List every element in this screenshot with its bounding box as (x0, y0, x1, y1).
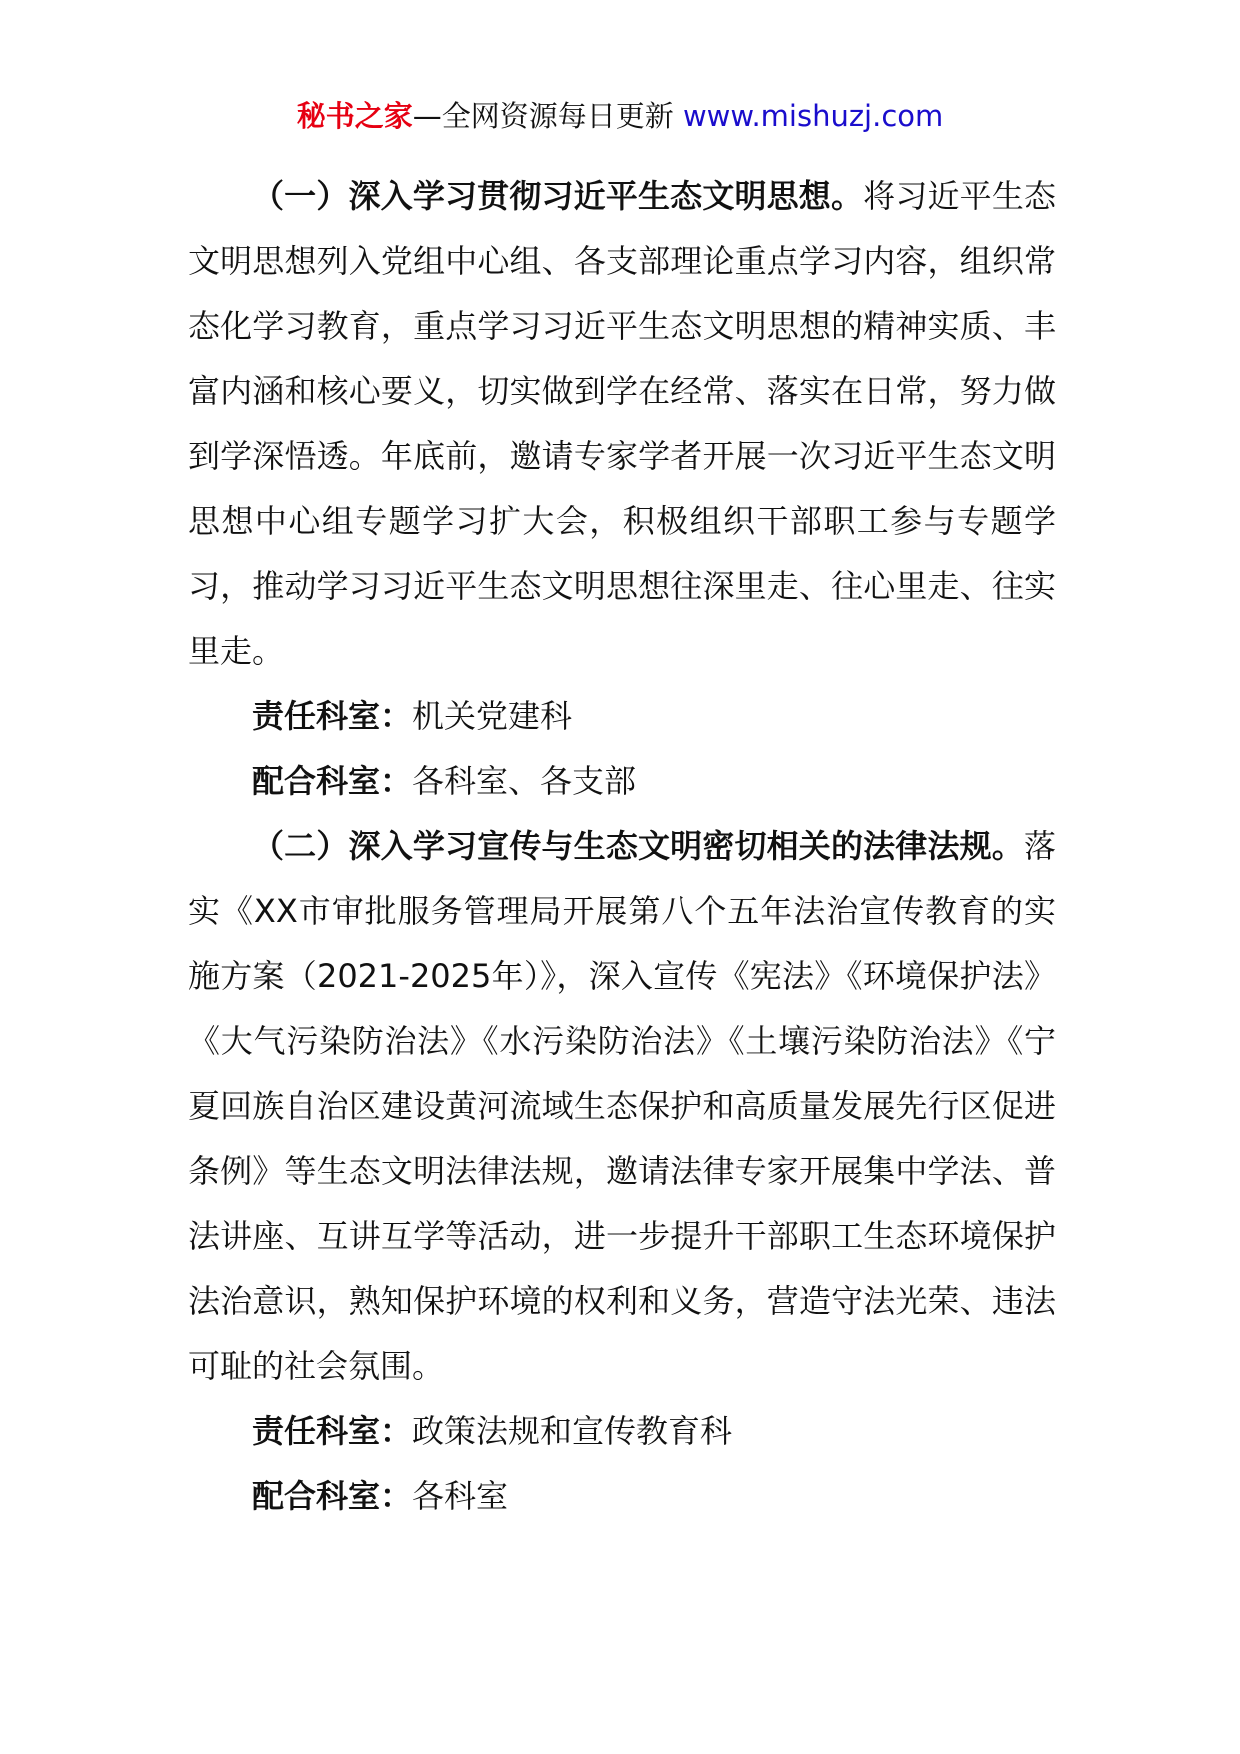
section-1-paragraph (188, 164, 1056, 684)
section-1-body: 将习近平生态文明思想列入党组中心组、各支部理论重点学习内容，组织常态化学习教育，重点学习习近平生态文明思想的精神实质、丰富内涵和核心要义，切实做到学在经常、落实在日常，努力做到学深悟透。年底前，邀请专家学者开展一次习近平生态文明思想中心组专题学习扩大会，积极组织干部职工参与专题学习，推动学习习近平生态文明思想往深里走、往心里走、往实里走。 (188, 177, 1056, 670)
brand-name: 秘书之家 (296, 99, 413, 133)
responsible-value: 机关党建科 (412, 697, 573, 735)
section-2-paragraph (188, 814, 1056, 1399)
coordinate-label: 配合科室： (252, 762, 413, 800)
section-2-body: 落实《XX市审批服务管理局开展第八个五年法治宣传教育的实施方案（2021-2025年）》，深入宣传《宪法》《环境保护法》《大气污染防治法》《水污染防治法》《土壤污染防治法》《宁夏回族自治区建设黄河流域生态保护和高质量发展先行区促进条例》等生态文明法律法规，邀请法律专家开展集中学法、普法讲座、互讲互学等活动，进一步提升干部职工生态环境保护法治意识，熟知保护环境的权利和义务，营造守法光荣、违法可耻的社会氛围。 (188, 827, 1056, 1385)
responsible-label: 责任科室： (252, 1412, 413, 1450)
header-tagline: —全网资源每日更新 (412, 99, 683, 133)
document-body (188, 164, 1056, 1529)
section-1-coordinate-line (188, 749, 1056, 814)
page-header (0, 96, 1240, 136)
responsible-label: 责任科室： (252, 697, 413, 735)
site-url-link[interactable]: www.mishuzj.com (682, 99, 944, 133)
coordinate-value: 各科室、各支部 (412, 762, 637, 800)
coordinate-value: 各科室 (412, 1477, 509, 1515)
section-2-heading: （二）深入学习宣传与生态文明密切相关的法律法规。 (252, 827, 1024, 865)
section-1-responsible-line (188, 684, 1056, 749)
section-1-heading: （一）深入学习贯彻习近平生态文明思想。 (252, 177, 864, 215)
section-2-responsible-line (188, 1399, 1056, 1464)
coordinate-label: 配合科室： (252, 1477, 413, 1515)
section-2-coordinate-line (188, 1464, 1056, 1529)
responsible-value: 政策法规和宣传教育科 (412, 1412, 733, 1450)
